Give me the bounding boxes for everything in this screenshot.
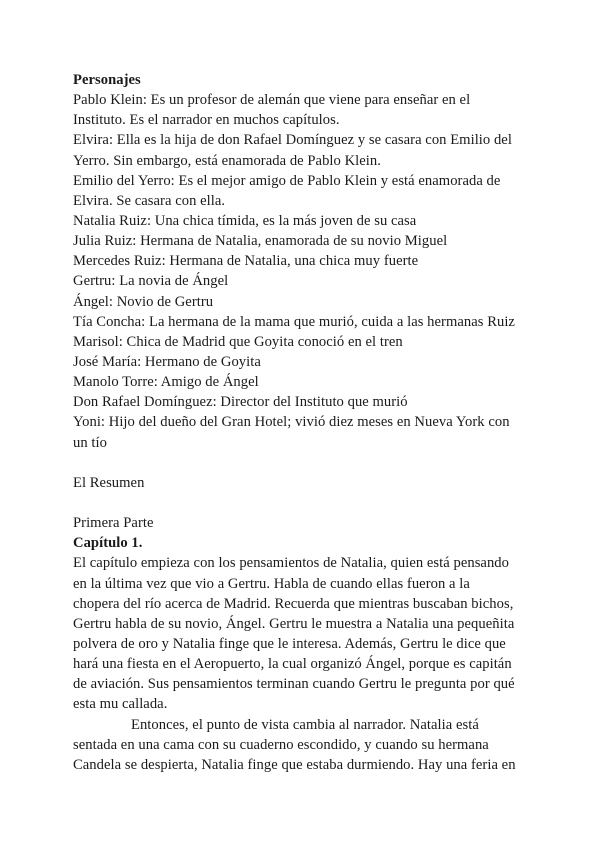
document-page [73,70,533,775]
personajes-line: Pablo Klein: Es un profesor de alemán que viene para enseñar en el [73,92,471,109]
personajes-line: Elvira: Ella es la hija de don Rafael Domínguez y se casara con Emilio del [73,132,512,149]
paragraph-line: Entonces, el punto de vista cambia al narrador. Natalia está [131,716,479,733]
personajes-line: Don Rafael Domínguez: Director del Instituto que murió [73,394,408,411]
personajes-line: Emilio del Yerro: Es el mejor amigo de Pablo Klein y está enamorada de [73,172,501,189]
paragraph-line: en la última vez que vio a Gertru. Habla de cuando ellas fueron a la [73,575,470,592]
paragraph-line: polvera de oro y Natalia finge que le interesa. Además, Gertru le dice que [73,635,506,652]
paragraph-line: Candela se despierta, Natalia finge que estaba durmiendo. Hay una feria en [73,756,516,773]
paragraph-line: hará una fiesta en el Aeropuerto, la cual organizó Ángel, porque es capitán [73,656,512,673]
personajes-line: Mercedes Ruiz: Hermana de Natalia, una chica muy fuerte [73,253,419,270]
personajes-line: Yoni: Hijo del dueño del Gran Hotel; vivió diez meses en Nueva York con [73,414,510,431]
personajes-line: un tío [73,434,107,451]
personajes-line: Elvira. Se casara con ella. [73,192,226,209]
paragraph-line: El capítulo empieza con los pensamientos de Natalia, quien está pensando [73,555,510,572]
personajes-line: Instituto. Es el narrador en muchos capítulos. [73,112,340,129]
paragraph-line: de aviación. Sus pensamientos terminan cuando Gertru le pregunta por qué [73,676,515,693]
personajes-heading: Personajes [73,72,141,88]
personajes-line: José María: Hermano de Goyita [73,353,261,370]
spacer [73,493,533,513]
personajes-line: Gertru: La novia de Ángel [73,273,229,290]
chapter-title: Capítulo 1. [73,535,143,552]
paragraph-line: sentada en una cama con su cuaderno escondido, y cuando su hermana [73,736,489,753]
personajes-line: Marisol: Chica de Madrid que Goyita conoció en el tren [73,333,403,350]
personajes-line: Natalia Ruiz: Una chica tímida, es la más joven de su casa [73,212,417,229]
resumen-heading: El Resumen [73,474,145,491]
part-label: Primera Parte [73,515,154,532]
paragraph-line: Gertru habla de su novio, Ángel. Gertru le muestra a Natalia una pequeñita [73,615,515,632]
chapter-paragraph-1 [73,553,533,714]
personajes-list [73,90,533,453]
personajes-line: Tía Concha: La hermana de la mama que murió, cuida a las hermanas Ruiz [73,313,515,330]
chapter-paragraph-2 [73,715,533,775]
personajes-line: Manolo Torre: Amigo de Ángel [73,374,259,391]
personajes-line: Ángel: Novio de Gertru [73,293,214,310]
paragraph-line: esta mu callada. [73,696,168,713]
paragraph-line: chopera del río acerca de Madrid. Recuerda que mientras buscaban bichos, [73,595,514,612]
personajes-line: Yerro. Sin embargo, está enamorada de Pablo Klein. [73,152,381,169]
spacer [73,453,533,473]
personajes-line: Julia Ruiz: Hermana de Natalia, enamorada de su novio Miguel [73,233,448,250]
